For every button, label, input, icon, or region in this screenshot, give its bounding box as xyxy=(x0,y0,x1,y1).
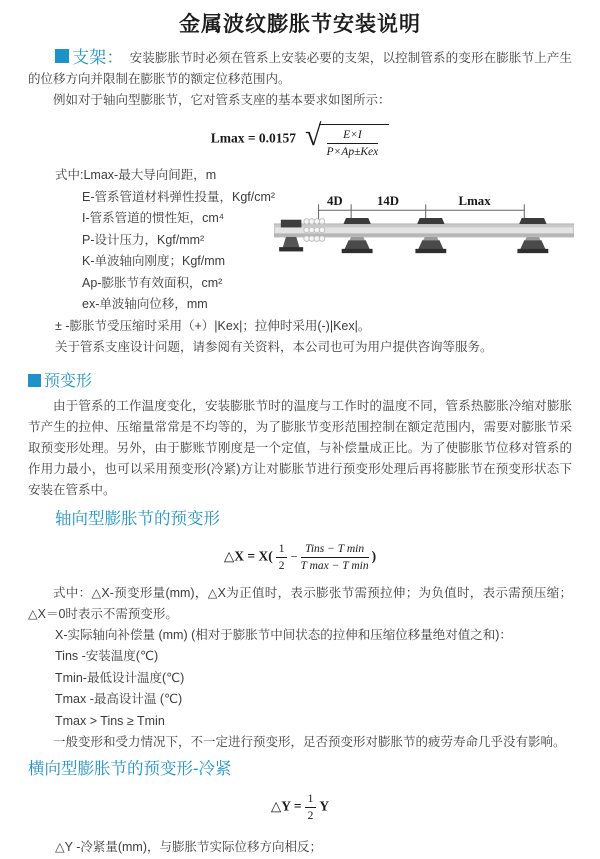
formula-lmax xyxy=(28,120,572,159)
axial-item: Tmax > Tins ≥ Tmin xyxy=(55,713,165,728)
axial-item: Tmax -最高设计温 (℃) xyxy=(55,692,183,706)
pipe-support-diagram xyxy=(274,193,574,279)
formula-dy-rhs: Y xyxy=(319,798,330,814)
bellows-icon xyxy=(304,219,325,242)
section-bullet-icon xyxy=(55,49,69,63)
predeform-paragraph: 由于管系的工作温度变化，安装膨胀节时的温度与工作时的温度不同，管系热膨胀冷缩对膨胀节产生的拉伸、压缩量常常是不均等的，为了膨胀节变形范围控制在额定范围内，需要对膨胀节采取预变形处理。另外，由于膨账节刚度是一个定值，与补偿量成正比。为了使膨胀节位移对管系的作用力最小，也可以采用预变形(冷紧)方让对膨胀节进行预变形处理后再将膨胀节在预变形状态下安装在管系中。 xyxy=(28,398,572,497)
formula-dx-denominator: T max − T min xyxy=(300,559,369,572)
lateral-section xyxy=(28,759,572,859)
formula-dx-lhs: △X = X( xyxy=(223,547,273,563)
plus-minus-note: ± -膨胀节受压缩时采用（+）|Kex|；拉伸时采用(-)|Kex|。 xyxy=(55,318,371,333)
formula-lmax-denominator: P×Ap±Kex xyxy=(326,146,379,158)
axial-para1: 式中：△X-预变形量(mm)，△X为正值时，表示膨张节需预拉伸；为负值时，表示需预压缩；△X＝0时表示不需预变形。 xyxy=(28,585,572,621)
formula-dx-numerator: Tins − T min xyxy=(301,542,369,558)
variable-definitions xyxy=(28,165,274,316)
support-example-text: 例如对于轴向型膨胀节，它对管系支座的基本要求如图所示： xyxy=(53,93,391,107)
dimension-label-14d: 14D xyxy=(376,194,400,209)
support-spacing-diagram xyxy=(274,165,574,316)
formula-dy-numerator: 1 xyxy=(305,792,317,808)
sqrt-radical: √ $\frac{E\times I}{\text{P×Ap±Kex}}$ xyxy=(302,120,389,159)
formula-dx-rhs: ) xyxy=(371,547,377,563)
formula-delta-x xyxy=(28,542,572,573)
formula-dx-half-den: 2 xyxy=(278,559,285,572)
dimension-label-lmax: Lmax xyxy=(458,194,491,209)
lateral-note: △Y -冷紧量(mm)，与膨胀节实际位移方向相反； xyxy=(55,840,323,854)
axial-note: 一般变形和受力情况下，不一定进行预变形，足否预变形对膨胀节的疲劳寿命几乎没有影响。 xyxy=(53,735,566,749)
formula-dy-denominator: 2 xyxy=(307,810,314,822)
support-intro-paragraph xyxy=(28,47,572,90)
axial-item: Tmin-最低设计温度(℃) xyxy=(55,670,185,685)
predeform-heading: 预变形 xyxy=(28,371,572,392)
formula-delta-y xyxy=(28,792,572,823)
formula-dx-minus: − xyxy=(290,548,298,563)
definition-line: I-管系管道的惯性矩，cm⁴ xyxy=(82,211,225,225)
axial-section xyxy=(28,509,572,754)
axial-heading: 轴向型膨胀节的预变形 xyxy=(55,509,220,528)
section-bullet-icon xyxy=(28,374,41,387)
support-section-heading: 支架： xyxy=(72,48,124,67)
definition-line: 式中:Lmax-最大导向间距，m xyxy=(55,168,217,182)
definitions-and-diagram xyxy=(28,165,572,316)
support-intro-text: 安装膨胀节时必须在管系上安装必要的支架，以控制管系的变形在膨胀节上产生的位移方向并限制在膨胀节的额定位移范围内。 xyxy=(28,51,572,86)
lateral-heading: 横向型膨胀节的预变形-冷紧 xyxy=(28,760,232,778)
formula-lmax-lhs: Lmax = 0.0157 xyxy=(210,130,297,146)
formula-lmax-numerator: E×I xyxy=(327,128,379,144)
page-title: 金属波纹膨胀节安装说明 xyxy=(179,13,421,36)
definition-line: K-单波轴向刚度；Kgf/mm xyxy=(82,254,226,268)
predeform-section xyxy=(28,371,572,501)
definition-line: Ap-膨胀节有效面积，cm² xyxy=(82,275,223,290)
definition-line: P-设计压力，Kgf/mm² xyxy=(82,232,205,247)
formula-dx-half-num: 1 xyxy=(276,542,288,558)
formula-dy-lhs: △Y = xyxy=(270,798,302,814)
consult-note: 关于管系支座设计问题，请参阅有关资料，本公司也可为用户提供咨询等服务。 xyxy=(55,340,493,354)
dimension-label-4d: 4D xyxy=(327,194,343,209)
axial-item: Tins -安装温度(℃) xyxy=(55,649,159,663)
definition-line: E-管系管道材料弹性投量，Kgf/cm² xyxy=(82,189,276,204)
axial-item: X-实际轴向补偿量 (mm) (相对于膨胀节中间状态的拉伸和压缩位移量绝对值之和)： xyxy=(55,627,512,642)
definition-line: ex-单波轴向位移，mm xyxy=(82,297,208,311)
